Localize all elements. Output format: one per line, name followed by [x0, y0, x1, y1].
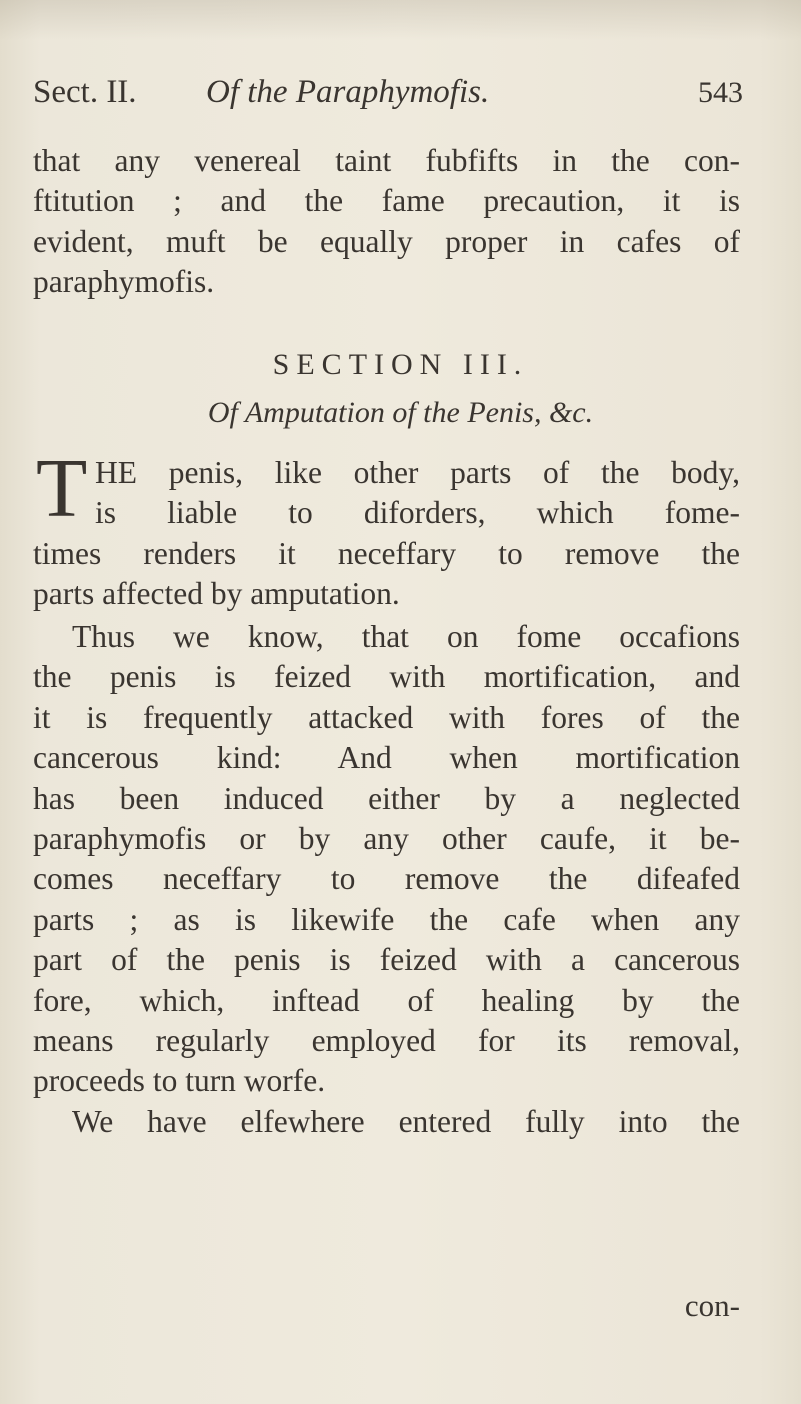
text-line: part of the penis is feized with a cancerous — [33, 942, 740, 978]
text-line: the penis is feized with mortification, and — [33, 659, 740, 695]
page-edge-shadow — [0, 0, 801, 40]
text-line: ftitution ; and the fame precaution, it is — [33, 183, 740, 219]
drop-cap: T — [36, 442, 88, 535]
text-line: has been induced either by a neglected — [33, 780, 740, 816]
text-line: We have elfewhere entered fully into the — [72, 1104, 740, 1139]
running-head-title: Of the Paraphymofis. — [206, 74, 490, 110]
text-line: parts ; as is likewife the cafe when any — [33, 901, 740, 937]
text-line: means regularly employed for its removal, — [33, 1022, 740, 1058]
text-line: evident, muft be equally proper in cafes of — [33, 223, 740, 259]
catchword: con- — [684, 1288, 740, 1323]
page-number: 543 — [698, 76, 743, 109]
running-head-section: Sect. II. — [33, 74, 137, 110]
text-line: comes neceffary to remove the difeafed — [33, 861, 740, 897]
text-line: HE penis, like other parts of the body, — [95, 455, 740, 490]
paragraph-1 — [33, 534, 740, 615]
text-line: is liable to diforders, which fome- — [95, 495, 740, 531]
text-line: proceeds to turn worfe. — [33, 1063, 326, 1099]
paragraph-3 — [33, 1102, 740, 1142]
paragraph-2 — [33, 617, 740, 1102]
text-line: Thus we know, that on fome occafions — [72, 619, 740, 654]
text-line: parts affected by amputation. — [33, 576, 400, 612]
text-line: it is frequently attacked with fores of the — [33, 699, 740, 735]
text-line: paraphymofis or by any other caufe, it be- — [33, 820, 740, 856]
section-heading: SECTION III. — [272, 348, 529, 381]
running-head — [33, 74, 743, 124]
continuation-paragraph — [33, 141, 740, 303]
text-line: that any venereal taint fubfifts in the con- — [33, 143, 740, 178]
section-subheading: Of Amputation of the Penis, &c. — [207, 396, 594, 429]
text-line: fore, which, inftead of healing by the — [33, 982, 740, 1018]
text-line: cancerous kind: And when mortification — [33, 740, 740, 776]
text-line: paraphymofis. — [33, 264, 215, 300]
paragraph-1-indented — [95, 453, 740, 534]
text-line: times renders it neceffary to remove the — [33, 536, 740, 571]
